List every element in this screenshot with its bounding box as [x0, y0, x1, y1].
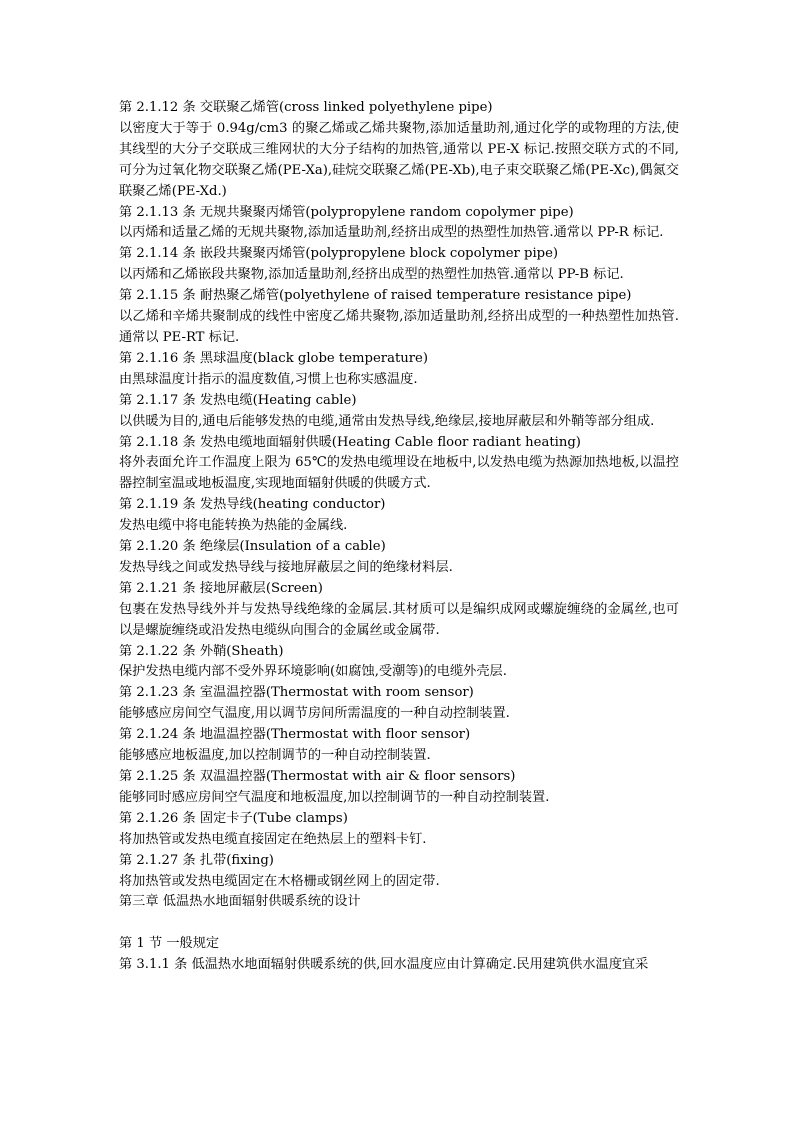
clause-title: 第 2.1.16 条 黑球温度(black globe temperature): [119, 350, 428, 366]
body-paragraph: 能够感应房间空气温度,用以调节房间所需温度的一种自动控制装置.: [119, 706, 510, 722]
clause-title: 第 2.1.21 条 接地屏蔽层(Screen): [119, 580, 323, 596]
clause-title: 第 2.1.27 条 扎带(fixing): [119, 852, 274, 868]
clause-title: 第 2.1.17 条 发热电缆(Heating cable): [119, 392, 357, 408]
body-paragraph: 将外表面允许工作温度上限为 65℃的发热电缆埋设在地板中,以发热电缆为热源加热地板,以温控器控制室温或地板温度,实现地面辐射供暖的供暖方式.: [119, 455, 679, 492]
body-paragraph: 以密度大于等于 0.94g/cm3 的聚乙烯或乙烯共聚物,添加适量助剂,通过化学的或物理的方法,使其线型的大分子交联成三维网状的大分子结构的加热管,通常以 PE-X 标记.按照交联方式的不同,可分为过氧化物交联聚乙烯(PE-Xa),硅烷交联聚乙烯(PE-Xb),电子束交联聚乙烯(PE-Xc),偶氮交联聚乙烯(PE-Xd.): [119, 120, 679, 199]
body-paragraph: 以丙烯和乙烯嵌段共聚物,添加适量助剂,经挤出成型的热塑性加热管.通常以 PP-B 标记.: [119, 267, 624, 283]
body-paragraph: 发热电缆中将电能转换为热能的金属线.: [119, 518, 348, 534]
clause-title: 第 2.1.23 条 室温温控器(Thermostat with room sensor): [119, 685, 474, 701]
clause-title: 第 2.1.12 条 交联聚乙烯管(cross linked polyethylene pipe): [119, 100, 493, 115]
section-heading: 第三章 低温热水地面辐射供暖系统的设计: [119, 894, 361, 910]
clause-title: 第 2.1.20 条 绝缘层(Insulation of a cable): [119, 539, 386, 555]
body-paragraph: 第 3.1.1 条 低温热水地面辐射供暖系统的供,回水温度应由计算确定.民用建筑供水温度宜采: [119, 957, 649, 973]
clause-title: 第 2.1.18 条 发热电缆地面辐射供暖(Heating Cable floor radiant heating): [119, 434, 581, 450]
blank-line: [119, 913, 679, 934]
document-page: [119, 98, 679, 976]
body-paragraph: 以丙烯和适量乙烯的无规共聚物,添加适量助剂,经挤出成型的热塑性加热管.通常以 PP-R 标记.: [119, 225, 664, 241]
clause-title: 第 2.1.24 条 地温温控器(Thermostat with floor sensor): [119, 727, 471, 743]
clause-title: 第 2.1.25 条 双温温控器(Thermostat with air & floor sensors): [119, 769, 516, 784]
body-paragraph: 保护发热电缆内部不受外界环境影响(如腐蚀,受潮等)的电缆外壳层.: [119, 664, 507, 680]
section-heading: 第 1 节 一般规定: [119, 936, 220, 952]
body-paragraph: 以乙烯和辛烯共聚制成的线性中密度乙烯共聚物,添加适量助剂,经挤出成型的一种热塑性加热管.通常以 PE-RT 标记.: [119, 309, 679, 345]
clause-title: 第 2.1.19 条 发热导线(heating conductor): [119, 497, 386, 513]
clause-title: 第 2.1.15 条 耐热聚乙烯管(polyethylene of raised temperature resistance pipe): [119, 288, 632, 304]
body-paragraph: 以供暖为目的,通电后能够发热的电缆,通常由发热导线,绝缘层,接地屏蔽层和外鞘等部分组成.: [119, 413, 655, 429]
clause-title: 第 2.1.22 条 外鞘(Sheath): [119, 643, 284, 659]
body-paragraph: 能够同时感应房间空气温度和地板温度,加以控制调节的一种自动控制装置.: [119, 789, 550, 805]
body-paragraph: 将加热管或发热电缆固定在木格栅或钢丝网上的固定带.: [119, 873, 440, 889]
body-paragraph: 包裹在发热导线外并与发热导线绝缘的金属层.其材质可以是编织成网或螺旋缠绕的金属丝,也可以是螺旋缠绕或沿发热电缆纵向围合的金属丝或金属带.: [119, 601, 679, 638]
body-paragraph: 发热导线之间或发热导线与接地屏蔽层之间的绝缘材料层.: [119, 559, 453, 575]
body-paragraph: 由黑球温度计指示的温度数值,习惯上也称实感温度.: [119, 371, 418, 387]
clause-title: 第 2.1.13 条 无规共聚聚丙烯管(polypropylene random copolymer pipe): [119, 204, 574, 220]
body-paragraph: 将加热管或发热电缆直接固定在绝热层上的塑料卡钉.: [119, 831, 427, 847]
clause-title: 第 2.1.26 条 固定卡子(Tube clamps): [119, 810, 348, 826]
body-paragraph: 能够感应地板温度,加以控制调节的一种自动控制装置.: [119, 748, 431, 764]
clause-title: 第 2.1.14 条 嵌段共聚聚丙烯管(polypropylene block copolymer pipe): [119, 246, 559, 262]
